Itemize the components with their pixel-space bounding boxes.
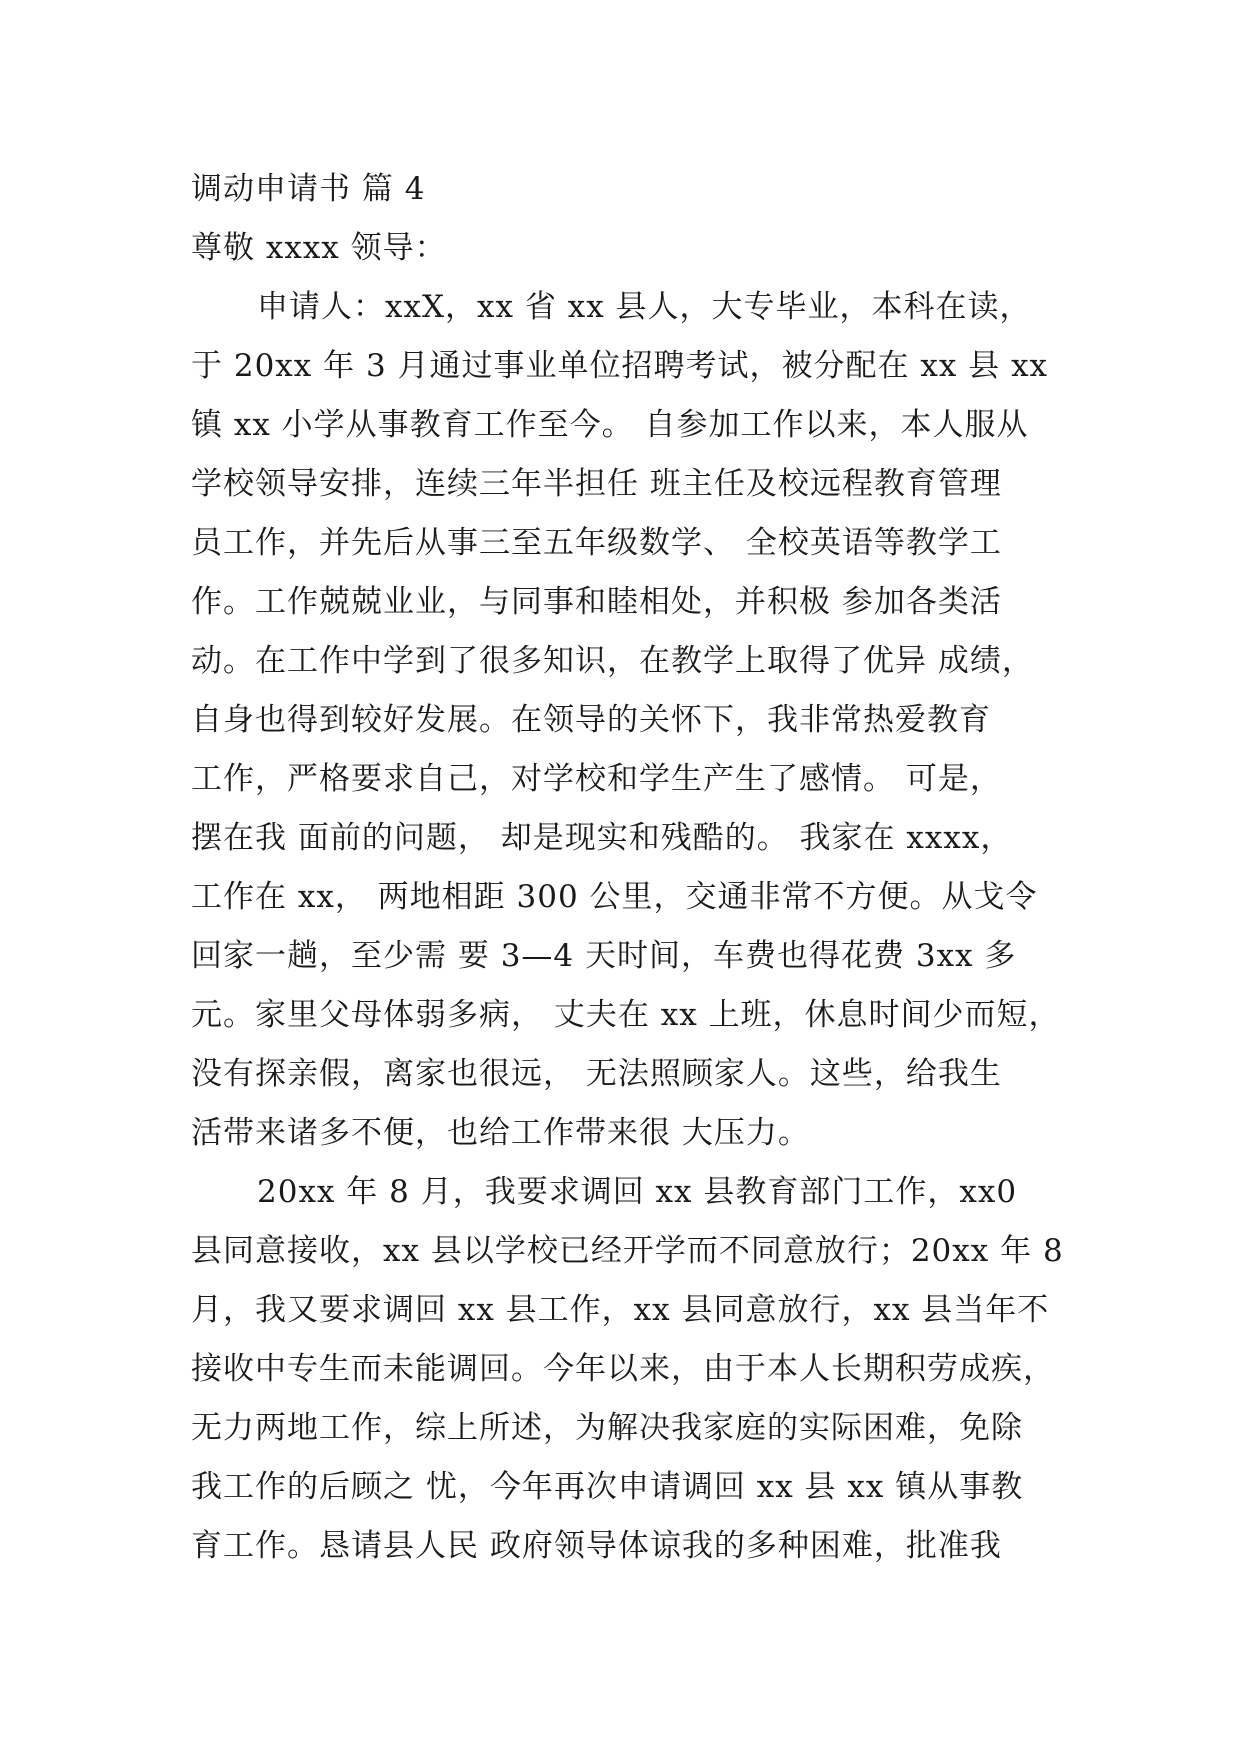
paragraph-line: 员工作，并先后从事三至五年级数学、 全校英语等教学工 [191,525,1002,561]
paragraph-line: 县同意接收，xx 县以学校已经开学而不同意放行；20xx 年 8 [191,1233,1064,1269]
salutation: 尊敬 xxxx 领导： [191,230,447,266]
paragraph-1 [191,278,1071,1163]
paragraph-line: 作。工作兢兢业业，与同事和睦相处，并积极 参加各类活 [191,584,1002,620]
paragraph-line: 接收中专生而未能调回。今年以来，由于本人长期积劳成疾， [191,1351,1055,1387]
paragraph-line: 摆在我 面前的问题， 却是现实和残酷的。 我家在 xxxx， [191,820,1013,856]
paragraph-line: 活带来诸多不便，也给工作带来很 大压力。 [191,1115,810,1151]
paragraph-line: 于 20xx 年 3 月通过事业单位招聘考试，被分配在 xx 县 xx [191,348,1049,384]
paragraph-line: 镇 xx 小学从事教育工作至今。 自参加工作以来，本人服从 [191,407,1029,443]
paragraph-line: 学校领导安排，连续三年半担任 班主任及校远程教育管理 [191,466,1002,502]
paragraph-line: 20xx 年 8 月，我要求调回 xx 县教育部门工作，xx0 [257,1174,1018,1210]
document-page [191,160,1071,1576]
paragraph-2 [191,1163,1071,1576]
document-title: 调动申请书 篇 4 [191,171,426,207]
paragraph-line: 动。在工作中学到了很多知识，在教学上取得了优异 成绩， [191,643,1034,679]
paragraph-line: 育工作。恳请县人民 政府领导体谅我的多种困难，批准我 [191,1528,1002,1564]
paragraph-line: 自身也得到较好发展。在领导的关怀下，我非常热爱教育 [191,702,991,738]
paragraph-line: 我工作的后顾之 忧，今年再次申请调回 xx 县 xx 镇从事教 [191,1469,1024,1505]
paragraph-line: 月，我又要求调回 xx 县工作，xx 县同意放行，xx 县当年不 [191,1292,1050,1328]
paragraph-line: 工作，严格要求自己，对学校和学生产生了感情。 可是， [191,761,1002,797]
paragraph-line: 元。家里父母体弱多病， 丈夫在 xx 上班，休息时间少而短， [191,997,1061,1033]
paragraph-line: 工作在 xx， 两地相距 300 公里，交通非常不方便。从戈令 [191,879,1038,915]
paragraph-line: 申请人：xxX，xx 省 xx 县人，大专毕业，本科在读， [257,289,1032,325]
paragraph-line: 没有探亲假，离家也很远， 无法照顾家人。这些，给我生 [191,1056,1002,1092]
paragraph-line: 无力两地工作，综上所述，为解决我家庭的实际困难，免除 [191,1410,1023,1446]
paragraph-line: 回家一趟，至少需 要 3—4 天时间，车费也得花费 3xx 多 [191,938,1017,974]
